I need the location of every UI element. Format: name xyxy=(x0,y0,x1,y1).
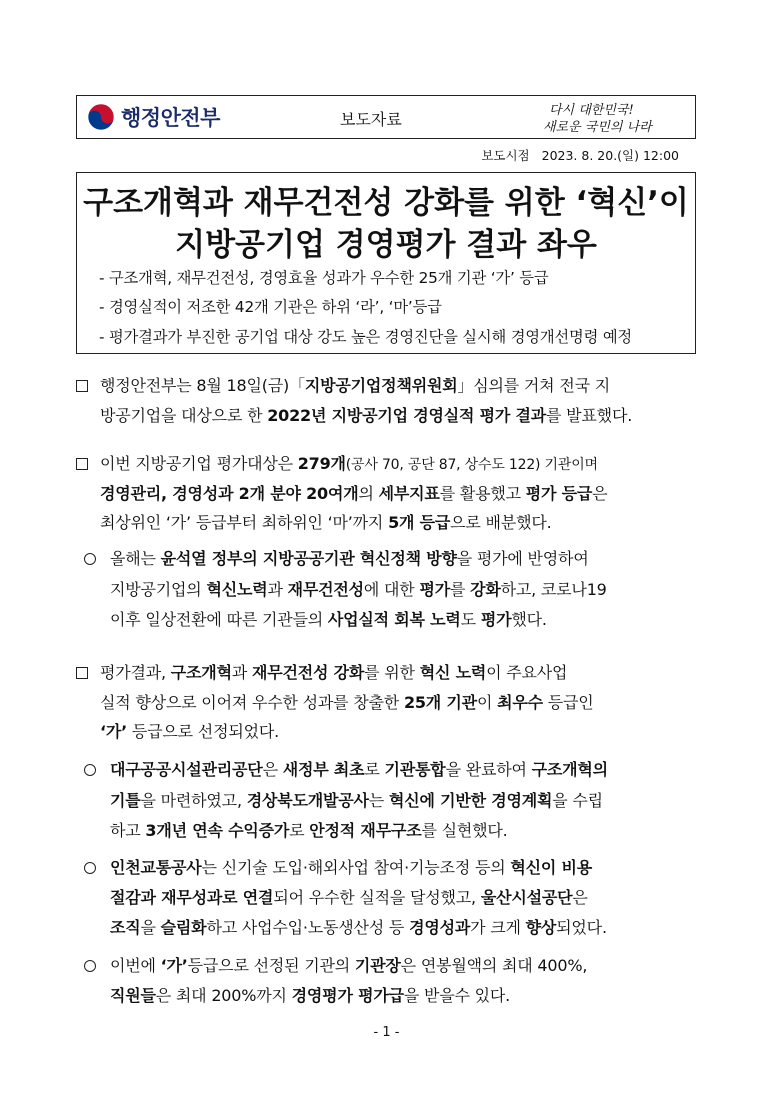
square-bullet-icon xyxy=(76,380,88,392)
paragraph-5-line-1: 대구공공시설관리공단은 새정부 최초로 기관통합을 완료하여 구조개혁의 xyxy=(84,757,608,780)
square-bullet-icon xyxy=(76,667,88,679)
paragraph-5-line-3: 하고 3개년 연속 수익증가로 안정적 재무구조를 실현했다. xyxy=(110,821,508,840)
paragraph-1-line-2: 방공기업을 대상으로 한 2022년 지방공기업 경영실적 평가 결과를 발표했다. xyxy=(100,406,633,425)
paragraph-3-line-2: 지방공기업의 혁신노력과 재무건전성에 대한 평가를 강화하고, 코로나19 xyxy=(110,580,607,599)
square-bullet-icon xyxy=(76,458,88,470)
slogan-line1: 다시 대한민국! xyxy=(549,103,634,118)
paragraph-2-line-1: 이번 지방공기업 평가대상은 279개(공사 70, 공단 87, 상수도 122) 기관이며 xyxy=(76,451,598,474)
paragraph-1-line-1: 행정안전부는 8월 18일(금)「지방공기업정책위원회」심의를 거쳐 전국 지 xyxy=(76,373,610,396)
ministry-logo xyxy=(87,102,220,132)
paragraph-4-line-3: ‘가’ 등급으로 선정되었다. xyxy=(100,722,279,741)
paragraph-6-line-3: 조직을 슬림화하고 사업수입·노동생산성 등 경영성과가 크게 향상되었다. xyxy=(110,918,607,937)
header-box xyxy=(76,95,696,139)
headline-line1: 구조개혁과 재무건전성 강화를 위한 ‘혁신’이 xyxy=(83,185,689,221)
paragraph-7-line-2: 직원들은 최대 200%까지 경영평가 평가급을 받을수 있다. xyxy=(110,986,511,1005)
release-time xyxy=(481,146,679,164)
release-time-value: 2023. 8. 20.(일) 12:00 xyxy=(541,148,679,163)
paragraph-6-line-1: 인천교통공사는 신기술 도입·해외사업 참여·기능조정 등의 혁신이 비용 xyxy=(84,855,592,878)
release-type-label: 보도자료 xyxy=(340,110,402,129)
headline-line2: 지방공기업 경영평가 결과 좌우 xyxy=(175,227,597,263)
circle-bullet-icon xyxy=(84,960,96,972)
page-number: - 1 - xyxy=(373,1025,400,1040)
paragraph-4-line-1: 평가결과, 구조개혁과 재무건전성 강화를 위한 혁신 노력이 주요사업 xyxy=(76,660,567,683)
circle-bullet-icon xyxy=(84,862,96,874)
paragraph-3-line-3: 이후 일상전환에 따른 기관들의 사업실적 회복 노력도 평가했다. xyxy=(110,610,547,629)
logo-text: 행정안전부 xyxy=(121,106,220,130)
title-box xyxy=(76,172,696,354)
paragraph-7-line-1: 이번에 ‘가’등급으로 선정된 기관의 기관장은 연봉월액의 최대 400%, xyxy=(84,953,587,976)
slogan-line2: 새로운 국민의 나라 xyxy=(543,120,652,135)
circle-bullet-icon xyxy=(84,764,96,776)
release-time-label: 보도시점 xyxy=(481,148,530,163)
subheadline-2: - 경영실적이 저조한 42개 기관은 하위 ‘라’, ‘마’등급 xyxy=(99,298,442,316)
government-emblem-icon xyxy=(87,103,115,131)
paragraph-6-line-2: 절감과 재무성과로 연결되어 우수한 실적을 달성했고, 울산시설공단은 xyxy=(110,888,588,907)
paragraph-5-line-2: 기틀을 마련하였고, 경상북도개발공사는 혁신에 기반한 경영계획을 수립 xyxy=(110,791,603,810)
slogan-handwriting xyxy=(539,99,679,135)
paragraph-4-line-2: 실적 향상으로 이어져 우수한 성과를 창출한 25개 기관이 최우수 등급인 xyxy=(100,693,594,712)
paragraph-2-line-2: 경영관리, 경영성과 2개 분야 20여개의 세부지표를 활용했고 평가 등급은 xyxy=(100,484,608,503)
subheadline-1: - 구조개혁, 재무건전성, 경영효율 성과가 우수한 25개 기관 ‘가’ 등급 xyxy=(99,269,549,287)
paragraph-2-line-3: 최상위인 ‘가’ 등급부터 최하위인 ‘마’까지 5개 등급으로 배분했다. xyxy=(100,513,552,532)
paragraph-3-line-1: 올해는 윤석열 정부의 지방공공기관 혁신정책 방향을 평가에 반영하여 xyxy=(84,546,589,569)
circle-bullet-icon xyxy=(84,553,96,565)
subheadline-3: - 평가결과가 부진한 공기업 대상 강도 높은 경영진단을 실시해 경영개선명령 예정 xyxy=(99,328,632,346)
